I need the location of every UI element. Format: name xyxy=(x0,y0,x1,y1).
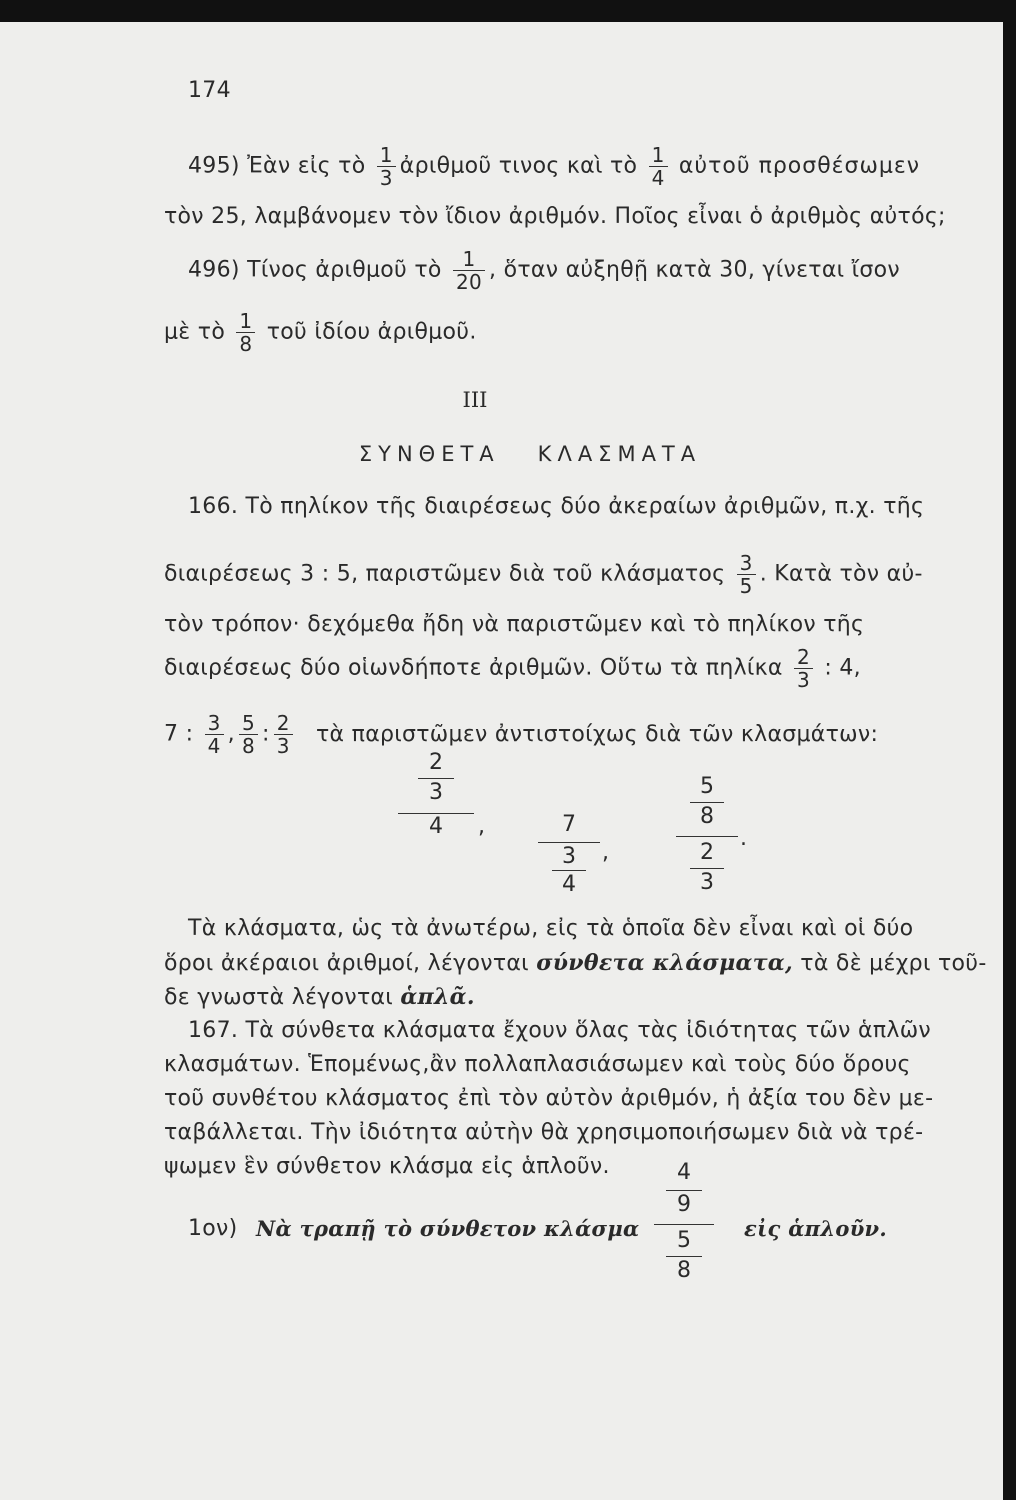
example-1-compound-fraction: 4 9 5 8 xyxy=(654,1160,714,1300)
example-1-label: 1ον) xyxy=(188,1216,238,1241)
paragraph-composite-line-3: δε γνωστὰ λέγονται ἁπλᾶ. xyxy=(164,984,475,1010)
exercise-496-line-2: μὲ τὸ $\frac{1}{8}$ τοῦ ἰδίου ἀριθμοῦ. xyxy=(164,309,477,356)
period: . xyxy=(740,826,748,851)
example-1-text: Νὰ τραπῇ τὸ σύνθετον κλάσμα xyxy=(256,1216,640,1241)
emphasis-term: σύνθετα κλάσματα, xyxy=(536,950,793,976)
paragraph-167-line-3: τοῦ συνθέτου κλάσματος ἐπὶ τὸν αὐτὸν ἀριθμόν, ἡ ἀξία του δὲν με- xyxy=(164,1086,934,1111)
paragraph-166-line-2: διαιρέσεως 3 : 5, παριστῶμεν διὰ τοῦ κλάσματος $\frac{3}{5}$ . Κατὰ τὸν αὐ- xyxy=(164,551,923,598)
fraction: $\frac{1}{4}$ xyxy=(649,144,668,189)
emphasis-term: ἁπλᾶ. xyxy=(400,984,475,1010)
paragraph-167-line-1: 167. Τὰ σύνθετα κλάσματα ἔχουν ὅλας τὰς ἰδιότητας τῶν ἁπλῶν xyxy=(188,1018,932,1043)
exercise-number: 496) xyxy=(188,257,240,283)
page-number: 174 xyxy=(188,78,231,103)
comma: , xyxy=(478,814,486,839)
paragraph-composite-line-2: ὅροι ἀκέραιοι ἀριθμοί, λέγονται σύνθετα κλάσματα, τὰ δὲ μέχρι τοῦ- xyxy=(164,950,987,976)
exercise-496-line-1: 496) Τίνος ἀριθμοῦ τὸ $\frac{1}{20}$ , ὅταν αὐξηθῇ κατὰ 30, γίνεται ἴσον xyxy=(188,247,900,294)
fraction: $\frac{1}{20}$ xyxy=(453,248,485,293)
compound-fraction-3: 5 8 2 3 xyxy=(676,774,738,904)
exercise-495-line-2: τὸν 25, λαμβάνομεν τὸν ἴδιον ἀριθμόν. Ποῖος εἶναι ὁ ἀριθμὸς αὐτός; xyxy=(164,204,946,229)
fraction: $\frac{5}{8}$ xyxy=(239,712,258,757)
paragraph-166-line-5: 7 : $\frac{3}{4}$ , $\frac{5}{8}$ : $\frac{2}{3}$ τὰ παριστῶμεν ἀντιστοίχως διὰ τῶν κλασμάτων: xyxy=(164,711,879,758)
paragraph-167-line-4: ταβάλλεται. Τὴν ἰδιότητα αὐτὴν θὰ χρησιμοποιήσωμεν διὰ νὰ τρέ- xyxy=(164,1120,924,1145)
exercise-495-line-1: 495) Ἐὰν εἰς τὸ $\frac{1}{3}$ ἀριθμοῦ τινος καὶ τὸ $\frac{1}{4}$ αὐτοῦ προσθέσωμεν xyxy=(188,143,921,190)
paragraph-167-line-2: κλασμάτων. Ἑπομένως,ἂν πολλαπλασιάσωμεν καὶ τοὺς δύο ὅρους xyxy=(164,1052,911,1077)
book-page xyxy=(0,22,1003,1500)
fraction: $\frac{1}{8}$ xyxy=(236,310,255,355)
paragraph-composite-line-1: Τὰ κλάσματα, ὡς τὰ ἀνωτέρω, εἰς τὰ ὁποῖα δὲν εἶναι καὶ οἱ δύο xyxy=(188,916,914,941)
section-roman: III xyxy=(462,388,488,412)
paragraph-167-line-5: ψωμεν ἓν σύνθετον κλάσμα εἰς ἁπλοῦν. xyxy=(164,1154,610,1179)
compound-fraction-1: 2 3 4 xyxy=(398,750,474,870)
section-title: ΣΥΝΘΕΤΑ ΚΛΑΣΜΑΤΑ xyxy=(358,442,702,466)
fraction: $\frac{1}{3}$ xyxy=(377,144,396,189)
compound-fraction-2: 7 3 4 xyxy=(538,812,600,912)
fraction: $\frac{2}{3}$ xyxy=(274,712,293,757)
comma: , xyxy=(602,840,610,865)
exercise-number: 495) xyxy=(188,153,240,179)
fraction: $\frac{3}{5}$ xyxy=(737,552,756,597)
fraction: $\frac{3}{4}$ xyxy=(205,712,224,757)
fraction: $\frac{2}{3}$ xyxy=(794,646,813,691)
paragraph-166-line-3: τὸν τρόπον· δεχόμεθα ἤδη νὰ παριστῶμεν καὶ τὸ πηλίκον τῆς xyxy=(164,612,865,637)
paragraph-166-line-4: διαιρέσεως δύο οἱωνδήποτε ἀριθμῶν. Οὕτω τὰ πηλίκα $\frac{2}{3}$ : 4, xyxy=(164,645,861,692)
paragraph-166-line-1: 166. Τὸ πηλίκον τῆς διαιρέσεως δύο ἀκεραίων ἀριθμῶν, π.χ. τῆς xyxy=(188,494,925,519)
example-1-text-end: εἰς ἁπλοῦν. xyxy=(744,1216,888,1241)
